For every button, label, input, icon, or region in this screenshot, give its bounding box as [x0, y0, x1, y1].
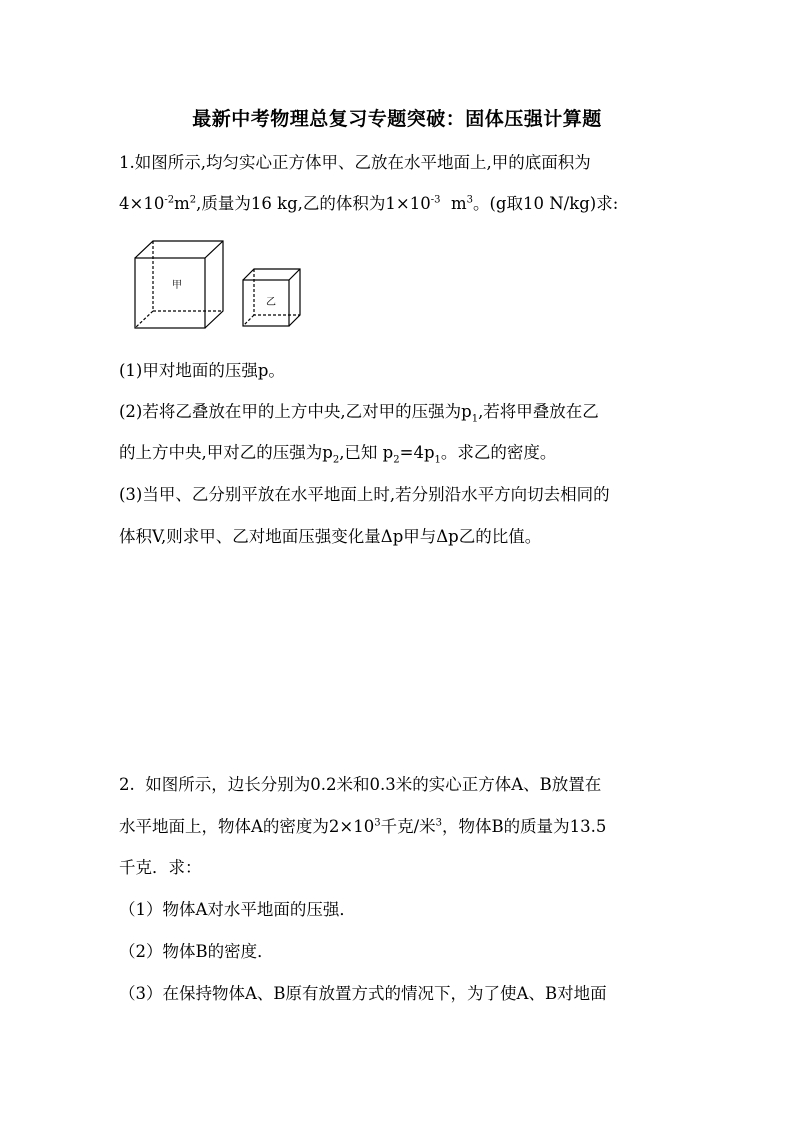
- q1-part1: (1)甲对地面的压强p。: [119, 361, 285, 380]
- cubes-figure: [130, 238, 310, 338]
- q1-part3-line1: (3)当甲、乙分别平放在水平地面上时,若分别沿水平方向切去相同的: [119, 485, 610, 504]
- q2-part3: （3）在保持物体A、B原有放置方式的情况下，为了使A、B对地面: [119, 984, 607, 1003]
- q2-line2: 水平地面上，物体A的密度为$2\times 10^3$千克/米$^3$，物体B的质量为13.5: [119, 817, 607, 836]
- q2-line1: 2. 如图所示，边长分别为0.2米和0.3米的实心正方体A、B放置在: [119, 775, 602, 794]
- q1-line2: $4\times 10^{-2}m^2$,质量为16 kg,乙的体积为$1\times 10^{-3}$ $m^3$。(g取10 N/kg)求:: [119, 194, 619, 213]
- label-jia: 甲: [172, 280, 182, 291]
- q2-part2: （2）物体B的密度．: [119, 942, 274, 961]
- q1-line1: 1.如图所示,均匀实心正方体甲、乙放在水平地面上,甲的底面积为: [119, 153, 591, 172]
- q2-line3: 千克．求：: [119, 858, 202, 877]
- label-yi: 乙: [266, 297, 276, 308]
- q1-part3-line2: 体积V,则求甲、乙对地面压强变化量Δp甲与Δp乙的比值。: [119, 527, 542, 546]
- q1-part2-line2: 的上方中央,甲对乙的压强为$p_2$,已知 $p_2=4p_1$。求乙的密度。: [119, 443, 557, 466]
- q1-part2-line1: (2)若将乙叠放在甲的上方中央,乙对甲的压强为$p_1$,若将甲叠放在乙: [119, 402, 599, 425]
- q2-part1: （1）物体A对水平地面的压强．: [119, 900, 356, 919]
- page-title: 最新中考物理总复习专题突破：固体压强计算题: [192, 108, 602, 130]
